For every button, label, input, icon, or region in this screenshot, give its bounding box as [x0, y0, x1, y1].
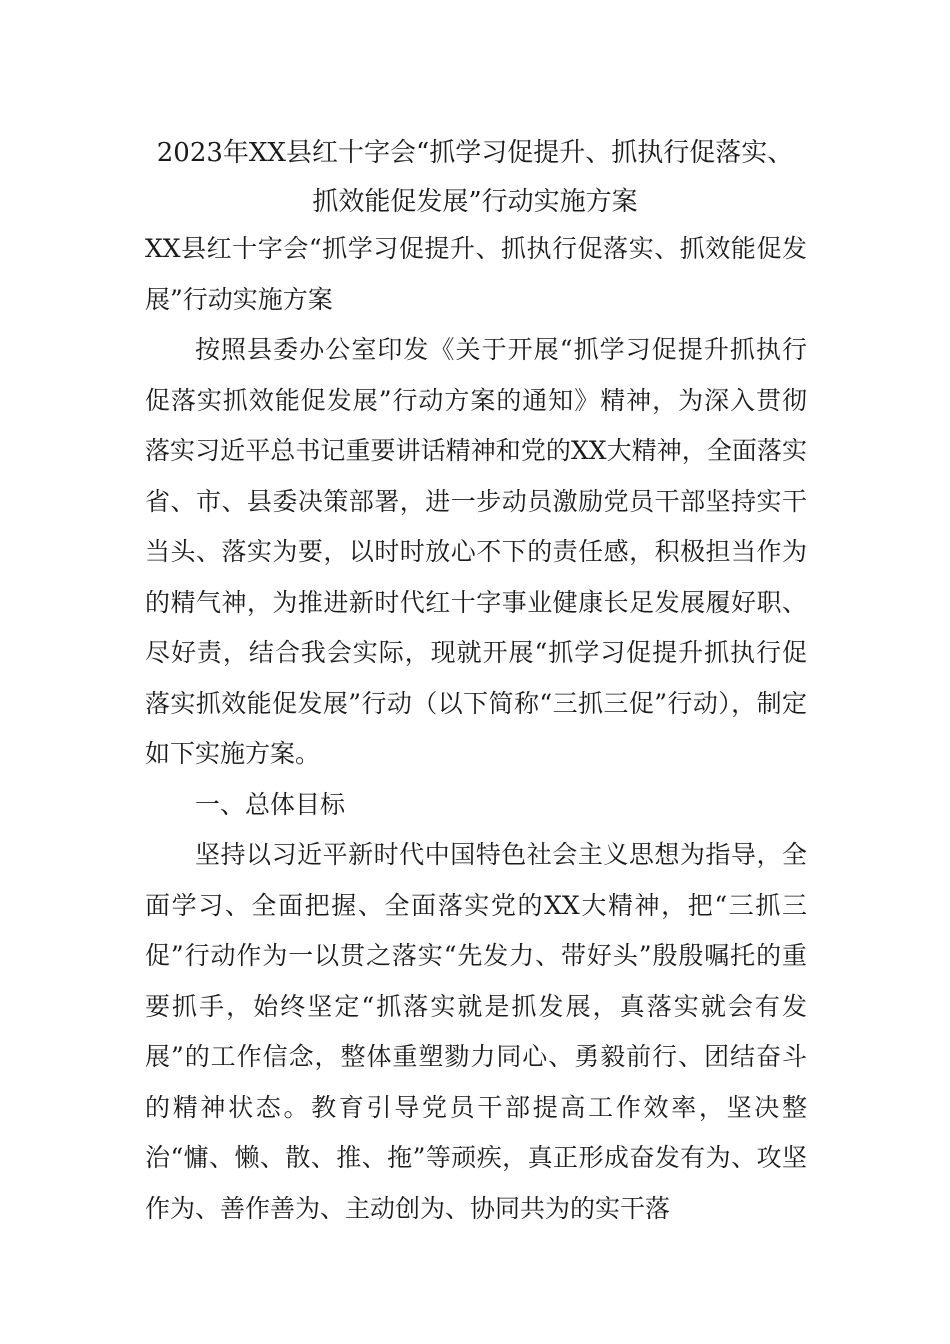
document-title-line-2: 抓效能促发展”行动实施方案 — [312, 187, 638, 217]
section-heading-overall-goal: 一、总体目标 — [195, 789, 346, 819]
document-subtitle: XX县红十字会“抓学习促提升、抓执行促落实、抓效能促发展”行动实施方案 — [145, 234, 807, 314]
document-title-line-1: 2023年XX县红十字会“抓学习促提升、抓执行促落实、 — [156, 138, 794, 168]
paragraph-overall-goal: 坚持以习近平新时代中国特色社会主义思想为指导，全面学习、全面把握、全面落实党的XX大精神，把“三抓三促”行动作为一以贯之落实“先发力、带好头”殷殷嘱托的重要抓手，始终坚定“抓落实就是抓发展，真落实就会有发展”的工作信念，整体重塑勠力同心、勇毅前行、团结奋斗的精神状态。教育引导党员干部提高工作效率，坚决整治“慵、懒、散、推、拖”等顽疾，真正形成奋发有为、攻坚作为、善作善为、主动创为、协同共为的实干落 — [145, 840, 807, 1223]
paragraph-intro: 按照县委办公室印发《关于开展“抓学习促提升抓执行促落实抓效能促发展”行动方案的通知》精神，为深入贯彻落实习近平总书记重要讲话精神和党的XX大精神，全面落实省、市、县委决策部署，进一步动员激励党员干部坚持实干当头、落实为要，以时时放心不下的责任感，积极担当作为的精气神，为推进新时代红十字事业健康长足发展履好职、尽好责，结合我会实际，现就开展“抓学习促提升抓执行促落实抓效能促发展”行动（以下简称“三抓三促”行动），制定如下实施方案。 — [145, 335, 807, 768]
document-body — [145, 224, 807, 1234]
